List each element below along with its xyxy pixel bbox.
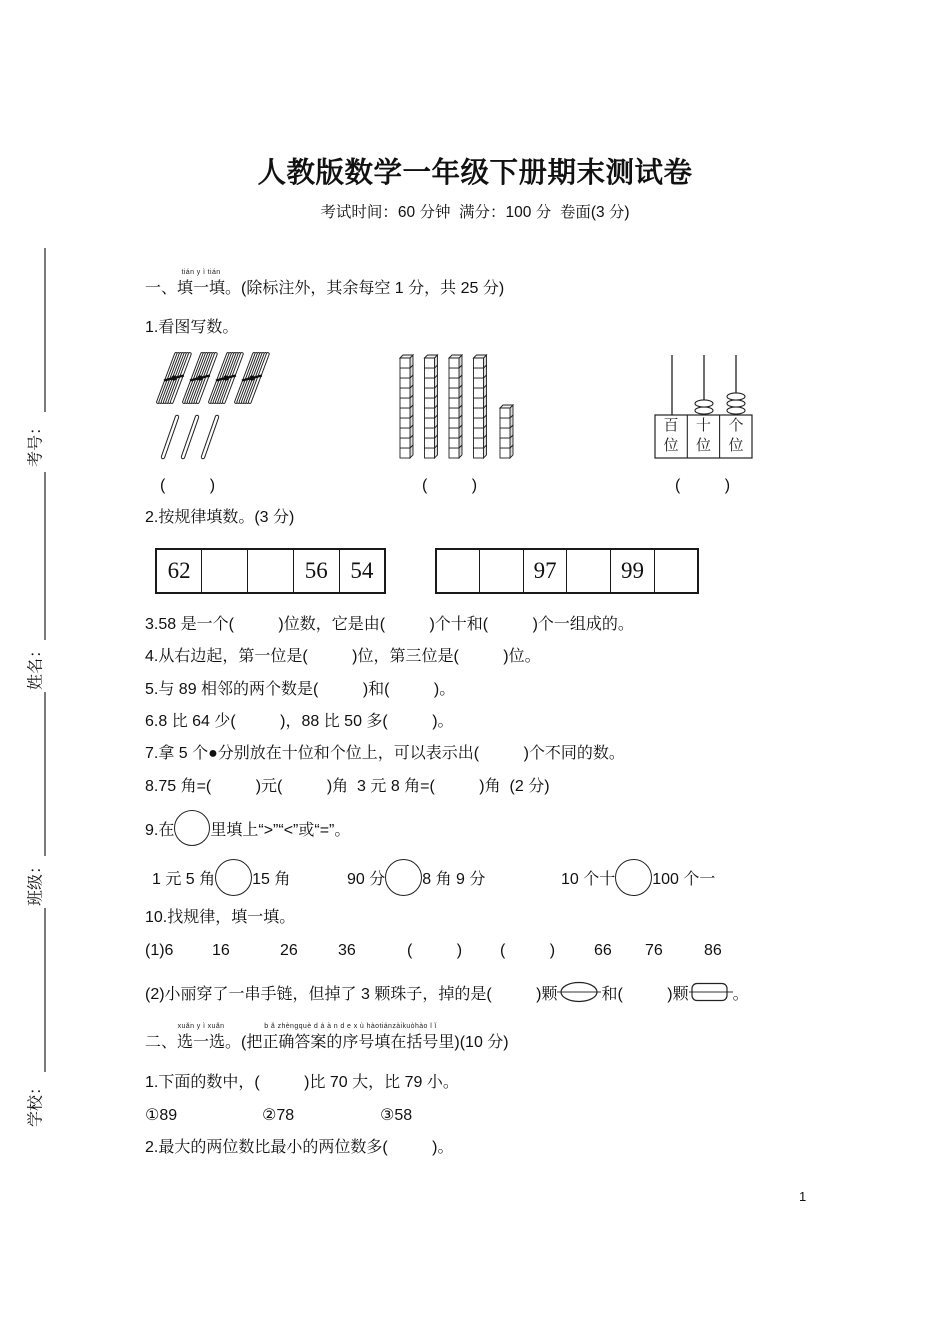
pattern-cell: 56 <box>293 549 339 593</box>
pattern-cell <box>480 549 524 593</box>
unit-cube <box>425 398 435 408</box>
question-2-1-options <box>0 1105 950 1127</box>
option-2: ②78 <box>262 1107 295 1124</box>
exam-number-label: 考号： <box>27 418 45 468</box>
class-label: 班级： <box>27 857 45 907</box>
section1-keyword <box>177 269 226 300</box>
compare-left: 10 个十 <box>561 870 616 888</box>
unit-cube <box>474 428 484 438</box>
unit-cube <box>425 368 435 378</box>
question-1-7: 7.拿 5 个●分别放在十位和个位上，可以表示出( )个不同的数。 <box>145 745 625 762</box>
unit-cube <box>500 408 510 418</box>
question-1-8: 8.75 角=( )元( )角 3 元 8 角=( )角 (2 分) <box>145 778 550 795</box>
section1-keyword-text: 填一填 <box>177 280 226 297</box>
single-stick <box>183 417 197 457</box>
unit-cube <box>400 358 410 368</box>
unit-cube <box>474 368 484 378</box>
bracelet-text-before: (2)小丽穿了一串手链，但掉了 3 颗珠子，掉的是( )颗 <box>145 985 558 1003</box>
unit-cube <box>400 368 410 378</box>
compare-left: 90 分 <box>347 870 386 888</box>
abacus-figure <box>650 350 758 462</box>
pattern-row <box>436 549 698 593</box>
number-sequence <box>0 940 950 962</box>
unit-cube <box>474 388 484 398</box>
name-label: 姓名： <box>27 641 45 691</box>
question-1-9 <box>145 810 350 846</box>
pattern-box-2 <box>435 548 699 594</box>
cubes-figure <box>392 348 522 463</box>
section2-instruction <box>246 1023 455 1054</box>
abacus-bead <box>727 407 745 414</box>
unit-cube <box>500 448 510 458</box>
unit-cube <box>474 438 484 448</box>
unit-cube <box>449 378 459 388</box>
unit-cube <box>449 398 459 408</box>
compare-right: 15 角 <box>252 870 291 888</box>
sticks-layer <box>158 354 268 457</box>
section2-number: 二、 <box>145 1034 178 1051</box>
ten-cube-column <box>449 355 462 458</box>
unit-cube <box>500 438 510 448</box>
section1-pinyin: tián y ì tián <box>181 269 221 276</box>
answer-blank-abacus: ( ) <box>675 477 731 494</box>
compare-circle <box>174 810 210 846</box>
section1-number: 一、 <box>145 280 178 297</box>
bundle-knot <box>197 375 202 380</box>
cube-top <box>400 355 413 358</box>
section1-heading <box>145 269 505 300</box>
sequence-item: 66 <box>594 942 612 959</box>
ten-cube-column <box>400 355 413 458</box>
question-1-4: 4.从右边起，第一位是( )位，第三位是( )位。 <box>145 648 541 665</box>
abacus-bead <box>695 400 713 407</box>
compare-circle <box>385 859 422 896</box>
section2-keyword-text: 选一选 <box>177 1034 226 1051</box>
question-1-5: 5.与 89 相邻的两个数是( )和( )。 <box>145 681 456 698</box>
unit-cube <box>425 378 435 388</box>
pattern-box-1 <box>155 548 386 594</box>
sequence-item: 86 <box>704 942 722 959</box>
abacus-bead <box>727 393 745 400</box>
abacus-hundreds-label-top: 百 <box>663 418 679 434</box>
unit-cube <box>449 388 459 398</box>
option-1: ①89 <box>145 1107 178 1124</box>
question-1-3: 3.58 是一个( )位数，它是由( )个十和( )个一组成的。 <box>145 616 634 633</box>
section2-heading <box>145 1023 509 1054</box>
unit-cube <box>449 428 459 438</box>
sequence-item: 16 <box>212 942 230 959</box>
bracelet-text-middle: 和( )颗 <box>601 985 689 1003</box>
pattern-cell <box>436 549 480 593</box>
bundle-knot <box>223 375 228 380</box>
abacus-hundreds-label-bottom: 位 <box>663 438 679 454</box>
unit-cube <box>400 448 410 458</box>
unit-cube <box>449 438 459 448</box>
compare-right: 100 个一 <box>652 870 716 888</box>
compare-pair-2 <box>347 858 485 896</box>
compare-right: 8 角 9 分 <box>422 870 486 888</box>
answer-blank-cubes: ( ) <box>422 477 478 494</box>
question-1-6: 6.8 比 64 少( )，88 比 50 多( )。 <box>145 713 454 730</box>
cubes-layer <box>400 355 513 458</box>
pattern-cell: 62 <box>156 549 202 593</box>
unit-cube <box>500 428 510 438</box>
sequence-blank: ( ) <box>407 942 463 959</box>
section2-keyword <box>177 1023 226 1054</box>
cube-top <box>449 355 462 358</box>
page-title: 人教版数学一年级下册期末测试卷 <box>257 157 693 189</box>
unit-cube <box>400 378 410 388</box>
question-1-9-text-before: 9.在 <box>145 821 175 839</box>
school-label: 学校： <box>27 1078 45 1128</box>
unit-cube <box>449 448 459 458</box>
sticks-figure <box>150 345 275 465</box>
pattern-cell <box>202 549 248 593</box>
compare-pair-3 <box>561 858 715 896</box>
question-1-10: 10.找规律，填一填。 <box>145 909 296 926</box>
single-stick <box>163 417 177 457</box>
bundle-knot <box>171 375 176 380</box>
pattern-cell: 99 <box>611 549 655 593</box>
unit-cube <box>474 398 484 408</box>
unit-cube <box>425 358 435 368</box>
exam-info: 考试时间：60 分钟 满分：100 分 卷面(3 分) <box>320 204 630 221</box>
unit-cube <box>425 408 435 418</box>
pattern-cell: 97 <box>523 549 567 593</box>
compare-pairs <box>0 858 950 896</box>
answer-blank-sticks: ( ) <box>160 477 216 494</box>
unit-cube <box>474 418 484 428</box>
unit-cube <box>474 448 484 458</box>
cube-top <box>500 405 513 408</box>
question-1-1-answers <box>0 475 950 497</box>
unit-cube <box>425 388 435 398</box>
question-2-2: 2.最大的两位数比最小的两位数多( )。 <box>145 1139 454 1156</box>
pattern-cell: 54 <box>339 549 385 593</box>
option-3: ③58 <box>380 1107 413 1124</box>
abacus-ones-label-bottom: 位 <box>728 438 744 454</box>
unit-cube <box>400 408 410 418</box>
pattern-cell <box>248 549 294 593</box>
unit-cube <box>425 418 435 428</box>
unit-cube <box>474 358 484 368</box>
unit-cube <box>449 408 459 418</box>
sequence-item: 76 <box>645 942 663 959</box>
section2-instruction-text: 把正确答案的序号填在括号里 <box>246 1034 455 1051</box>
one-cube-column <box>500 405 513 458</box>
cube-top <box>474 355 487 358</box>
bracelet-question <box>145 981 749 1003</box>
unit-cube <box>425 448 435 458</box>
bracelet-text-after: 。 <box>732 985 749 1003</box>
abacus-tens-label-top: 十 <box>695 418 712 434</box>
sequence-blank: ( ) <box>500 942 556 959</box>
section2-paren-open: 。( <box>225 1034 247 1051</box>
unit-cube <box>500 418 510 428</box>
unit-cube <box>449 358 459 368</box>
pattern-cell <box>654 549 698 593</box>
abacus-bead <box>727 400 745 407</box>
abacus-bead <box>695 407 713 414</box>
question-1-9-text-after: 里填上“>”“<”或“=”。 <box>210 821 351 839</box>
question-1-2: 2.按规律填数。(3 分) <box>145 509 295 526</box>
compare-circle <box>615 859 652 896</box>
abacus-ones-label-top: 个 <box>728 418 744 434</box>
barrel-bead-icon <box>689 981 733 1003</box>
unit-cube <box>449 418 459 428</box>
cube-top <box>425 355 438 358</box>
pattern-cell <box>567 549 611 593</box>
page-number: 1 <box>799 1189 807 1204</box>
unit-cube <box>425 438 435 448</box>
ten-cube-column <box>474 355 487 458</box>
oval-bead-icon <box>557 981 601 1003</box>
unit-cube <box>400 438 410 448</box>
single-stick <box>203 417 217 457</box>
unit-cube <box>400 398 410 408</box>
unit-cube <box>474 378 484 388</box>
question-2-1: 1.下面的数中，( )比 70 大，比 79 小。 <box>145 1074 459 1091</box>
section2-pinyin: xuǎn y ì xuǎn <box>177 1023 225 1030</box>
sequence-item: (1)6 <box>145 942 174 959</box>
sequence-item: 26 <box>280 942 298 959</box>
unit-cube <box>474 408 484 418</box>
unit-cube <box>400 388 410 398</box>
abacus-beads <box>695 393 745 414</box>
bundle-knot <box>249 375 254 380</box>
section2-score: )(10 分) <box>454 1034 509 1051</box>
unit-cube <box>449 368 459 378</box>
compare-circle <box>215 859 252 896</box>
unit-cube <box>400 418 410 428</box>
pattern-row <box>156 549 385 593</box>
compare-pair-1 <box>152 858 290 896</box>
section1-note: 。(除标注外，其余每空 1 分，共 25 分) <box>225 280 505 297</box>
ten-cube-column <box>425 355 438 458</box>
compare-left: 1 元 5 角 <box>152 870 216 888</box>
unit-cube <box>425 428 435 438</box>
abacus-tens-label-bottom: 位 <box>695 438 712 454</box>
question-1-1: 1.看图写数。 <box>145 319 239 336</box>
section2-instruction-pinyin: b ǎ zhèngquè d á à n d e x ù hàotiánzàikuòhào l ǐ <box>264 1023 437 1030</box>
unit-cube <box>400 428 410 438</box>
sequence-item: 36 <box>338 942 356 959</box>
